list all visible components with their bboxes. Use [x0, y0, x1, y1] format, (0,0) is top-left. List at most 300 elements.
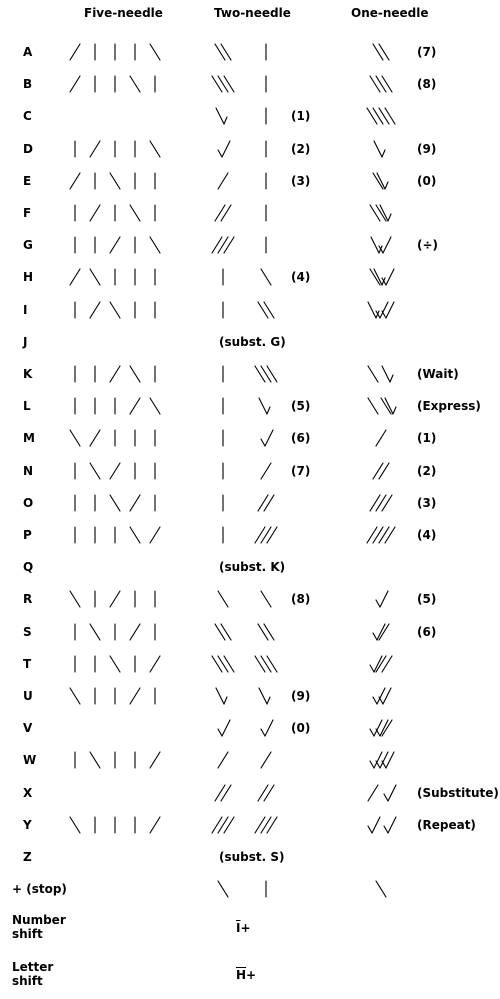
row-21-two-left-0	[216, 688, 224, 704]
row-23-two	[200, 750, 290, 774]
row-1-five	[60, 42, 170, 66]
row-15-two	[200, 493, 290, 517]
row-11-five-needle-4	[130, 366, 140, 382]
row-1-two	[200, 42, 290, 66]
row-15-five-needle-4	[130, 495, 140, 511]
row-12-two-right-0	[259, 398, 267, 414]
row-22-two-svg	[200, 718, 290, 738]
row-2-two-left-2	[224, 76, 234, 92]
row-18-one-svg	[350, 589, 410, 609]
row-11-one-b-0	[382, 366, 390, 382]
row-9-one-mark-0	[368, 302, 376, 318]
row-11-five-svg	[60, 364, 170, 384]
row-5-five-svg	[60, 171, 170, 191]
row-23-five-needle-5	[150, 752, 160, 768]
row-19-two	[200, 622, 290, 646]
row-9-two-right-0	[258, 302, 268, 318]
row-3-one-mark-2	[379, 108, 389, 124]
row-16-two	[200, 525, 290, 549]
header-one-needle: One-needle	[351, 6, 429, 20]
row-11-five-needle-3	[110, 366, 120, 382]
row-11-one-note: (Wait)	[417, 367, 459, 381]
row-12-one-note: (Express)	[417, 399, 481, 414]
row-11-five	[60, 364, 170, 388]
row-19-one-note: (6)	[417, 624, 437, 639]
row-14-one-svg	[350, 461, 410, 481]
row-5-five-needle-1	[70, 173, 80, 189]
row-21-two-svg	[200, 686, 290, 706]
row-23-one-mark-0	[370, 761, 374, 768]
row-6-two-left-0	[215, 205, 225, 221]
row-15-five-svg	[60, 493, 170, 513]
row-24-one-a-0	[368, 785, 378, 801]
row-2-one-mark-0	[370, 76, 380, 92]
row-7-two-left-2	[224, 237, 234, 253]
row-16-five-needle-4	[130, 527, 140, 543]
row-24-two-right-0	[258, 785, 268, 801]
row-3-one-mark-3	[385, 108, 395, 124]
row-18-five	[60, 589, 170, 613]
row-6-five	[60, 203, 170, 227]
row-23-five-svg	[60, 750, 170, 770]
row-22-two-left-0	[218, 729, 222, 736]
row-19-five-svg	[60, 622, 170, 642]
row-18-five-needle-3	[110, 591, 120, 607]
row-19-five-needle-4	[130, 624, 140, 640]
row-20-two-svg	[200, 654, 290, 674]
row-5-one-note: (0)	[417, 173, 437, 188]
row-21-one-mark-1	[379, 697, 383, 704]
row-20-one	[350, 654, 410, 678]
row-18-two	[200, 589, 290, 613]
row-12-one-svg	[350, 396, 410, 416]
row-14-one-mark-1	[379, 463, 389, 479]
letter-shift-code-over: $\overline{H}$	[236, 968, 247, 982]
row-12-one-b-1-tick	[393, 407, 396, 414]
row-4-one	[350, 139, 410, 163]
row-8-two-svg	[200, 267, 290, 287]
row-15-one-mark-1	[376, 495, 386, 511]
row-12-label: L	[23, 399, 31, 414]
row-19-two-right-1	[264, 624, 274, 640]
row-3-one	[350, 106, 410, 130]
row-4-two-note: (2)	[291, 141, 311, 156]
row-7-two	[200, 235, 290, 259]
row-9-two	[200, 300, 290, 324]
letter-shift-label-line1: Letter	[12, 960, 54, 974]
row-20-one-mark-0	[370, 665, 374, 672]
row-14-two-svg	[200, 461, 290, 481]
row-20-two	[200, 654, 290, 678]
row-25-one-note: (Repeat)	[417, 817, 476, 832]
row-25-five-needle-5	[150, 817, 160, 833]
row-3-one-mark-1	[373, 108, 383, 124]
row-10-subst: (subst. G)	[219, 334, 286, 349]
row-21-two-left-0-tick	[224, 697, 227, 704]
row-25-two-left-2	[224, 817, 234, 833]
row-13-five-needle-1	[70, 430, 80, 446]
number-shift-code-over: $\overline{I}$	[236, 921, 241, 935]
row-21-five-needle-4	[130, 688, 140, 704]
row-17-label: Q	[23, 560, 34, 575]
row-9-five-svg	[60, 300, 170, 320]
row-1-five-svg	[60, 42, 170, 62]
row-25-one	[350, 815, 410, 839]
row-9-two-right-1	[264, 302, 274, 318]
row-21-label: U	[23, 689, 33, 703]
row-27-label: + (stop)	[12, 882, 67, 897]
row-24-two-right-1	[264, 785, 274, 801]
row-15-one-note: (3)	[417, 495, 437, 510]
row-2-five	[60, 74, 170, 98]
row-14-one	[350, 461, 410, 485]
row-7-two-svg	[200, 235, 290, 255]
row-13-one-mark-0	[376, 430, 386, 446]
row-22-one-mark-0	[370, 729, 374, 736]
row-5-two-svg	[200, 171, 290, 191]
row-12-five-needle-5	[150, 398, 160, 414]
row-9-one-svg	[350, 300, 410, 320]
row-1-two-svg	[200, 42, 290, 62]
letter-shift-label	[12, 960, 53, 988]
row-1-one-svg	[350, 42, 410, 62]
row-5-two-note: (3)	[291, 173, 311, 188]
row-25-label: Y	[23, 817, 32, 832]
row-2-five-needle-1	[70, 76, 80, 92]
row-18-one-note: (5)	[417, 592, 437, 607]
row-5-two-left-0	[218, 173, 228, 189]
row-18-two-right-0	[261, 591, 271, 607]
row-19-label: S	[23, 624, 32, 639]
row-18-two-note: (8)	[291, 592, 311, 607]
row-8-one-mark-2-tick	[386, 269, 394, 285]
row-8-five-svg	[60, 267, 170, 287]
row-24-one-b-0-tick	[388, 785, 396, 801]
row-20-label: T	[23, 656, 32, 671]
row-13-label: M	[23, 431, 35, 446]
row-4-five	[60, 139, 170, 163]
row-12-two-right-0-tick	[267, 407, 270, 414]
row-6-label: F	[23, 206, 32, 220]
row-11-one-a-0	[368, 366, 378, 382]
row-20-two-left-1	[218, 656, 228, 672]
row-14-two-right-0	[261, 463, 271, 479]
row-16-one-mark-3	[385, 527, 395, 543]
row-21-five-svg	[60, 686, 170, 706]
row-5-label: E	[23, 173, 32, 188]
row-2-two-left-1	[218, 76, 228, 92]
row-1-two-left-0	[215, 44, 225, 60]
row-25-one-b-0-tick	[388, 817, 396, 833]
row-11-label: K	[23, 367, 33, 381]
row-24-one	[350, 783, 410, 807]
row-13-two-note: (6)	[291, 431, 311, 446]
row-24-two	[200, 783, 290, 807]
row-20-two-right-0	[255, 656, 265, 672]
row-6-one-mark-0	[370, 205, 380, 221]
row-12-two	[200, 396, 290, 420]
row-15-two-svg	[200, 493, 290, 513]
row-7-two-left-0	[212, 237, 222, 253]
row-19-two-right-0	[258, 624, 268, 640]
row-16-two-right-1	[261, 527, 271, 543]
row-5-two	[200, 171, 290, 195]
row-7-five	[60, 235, 170, 259]
row-7-one-note: (÷)	[417, 238, 439, 253]
row-13-two-svg	[200, 428, 290, 448]
row-18-one-mark-0	[376, 600, 380, 607]
row-1-label: A	[23, 45, 33, 59]
row-19-one-svg	[350, 622, 410, 642]
row-27-two-svg	[200, 879, 290, 899]
row-25-two-left-1	[218, 817, 228, 833]
row-22-label: V	[23, 721, 33, 736]
row-22-one-svg	[350, 718, 410, 738]
row-20-five-needle-5	[150, 656, 160, 672]
row-8-label: H	[23, 270, 34, 285]
row-15-five	[60, 493, 170, 517]
row-14-five	[60, 461, 170, 485]
row-2-one	[350, 74, 410, 98]
row-4-two-left-0-tick	[222, 141, 230, 157]
row-4-five-needle-5	[150, 141, 160, 157]
row-10-label: J	[23, 334, 28, 349]
row-19-five	[60, 622, 170, 646]
row-16-two-svg	[200, 525, 290, 545]
row-19-one	[350, 622, 410, 646]
row-22-two-right-0-tick	[265, 720, 273, 736]
row-18-one-mark-0-tick	[380, 591, 388, 607]
row-9-one	[350, 300, 410, 324]
row-8-two-note: (4)	[291, 270, 311, 285]
row-1-two-left-1	[221, 44, 231, 60]
row-27-two	[200, 879, 290, 903]
row-21-two-right-0-tick	[267, 697, 270, 704]
row-18-one	[350, 589, 410, 613]
row-19-two-left-1	[221, 624, 231, 640]
number-shift-label-line1: Number	[12, 913, 66, 927]
row-18-label: R	[23, 592, 33, 607]
row-27-one-svg	[350, 879, 410, 899]
row-16-two-right-2	[267, 527, 277, 543]
row-11-two-svg	[200, 364, 290, 384]
row-12-one-a-0	[368, 398, 378, 414]
row-12-two-svg	[200, 396, 290, 416]
row-25-two	[200, 815, 290, 839]
row-2-two	[200, 74, 290, 98]
row-23-two-right-0	[261, 752, 271, 768]
row-8-one	[350, 267, 410, 291]
row-21-two-right-0	[259, 688, 267, 704]
number-shift-code	[236, 921, 251, 935]
row-25-two-right-0	[255, 817, 265, 833]
row-4-two-svg	[200, 139, 290, 159]
row-3-label: C	[23, 109, 32, 124]
row-2-one-note: (8)	[417, 77, 437, 92]
row-24-two-left-1	[221, 785, 231, 801]
row-20-two-right-1	[261, 656, 271, 672]
row-14-one-note: (2)	[417, 463, 437, 478]
row-9-five	[60, 300, 170, 324]
row-2-label: B	[23, 77, 33, 92]
row-20-five-needle-3	[110, 656, 120, 672]
header-two-needle: Two-needle	[214, 6, 291, 20]
row-23-one-mark-1	[376, 761, 380, 768]
row-14-five-svg	[60, 461, 170, 481]
row-11-one-svg	[350, 364, 410, 384]
row-11-two-right-2	[267, 366, 277, 382]
row-23-one	[350, 750, 410, 774]
row-15-one-mark-2	[382, 495, 392, 511]
row-16-one-mark-2	[379, 527, 389, 543]
row-22-two-left-0-tick	[222, 720, 230, 736]
row-20-one-svg	[350, 654, 410, 674]
row-11-two-right-1	[261, 366, 271, 382]
row-14-label: N	[23, 463, 34, 478]
row-5-one-mark-1-tick	[385, 182, 388, 189]
row-5-one	[350, 171, 410, 195]
row-4-one-svg	[350, 139, 410, 159]
row-2-one-svg	[350, 74, 410, 94]
row-25-five-needle-1	[70, 817, 80, 833]
row-20-two-left-0	[212, 656, 222, 672]
row-2-five-needle-4	[130, 76, 140, 92]
row-13-five-needle-2	[90, 430, 100, 446]
row-4-label: D	[23, 141, 33, 156]
row-14-one-mark-0	[373, 463, 383, 479]
row-8-five	[60, 267, 170, 291]
row-12-five-svg	[60, 396, 170, 416]
row-11-two	[200, 364, 290, 388]
row-14-two-note: (7)	[291, 463, 311, 478]
row-9-five-needle-3	[110, 302, 120, 318]
row-6-two-svg	[200, 203, 290, 223]
row-18-two-left-0	[218, 591, 228, 607]
row-5-five-needle-3	[110, 173, 120, 189]
row-16-one-note: (4)	[417, 528, 437, 542]
row-24-two-svg	[200, 783, 290, 803]
row-25-one-a-0-tick	[372, 817, 380, 833]
row-6-one	[350, 203, 410, 227]
row-15-label: O	[23, 495, 34, 510]
row-3-two-note: (1)	[291, 109, 311, 124]
row-19-two-svg	[200, 622, 290, 642]
row-23-label: W	[23, 753, 37, 768]
row-13-two	[200, 428, 290, 452]
row-3-two-left-0	[216, 108, 224, 124]
row-21-two-note: (9)	[291, 689, 311, 703]
row-13-two-right-0-tick	[265, 430, 273, 446]
row-7-two-left-1	[218, 237, 228, 253]
row-7-one	[350, 235, 410, 259]
letter-shift-code	[236, 968, 256, 982]
row-2-two-svg	[200, 74, 290, 94]
row-8-two	[200, 267, 290, 291]
row-13-five	[60, 428, 170, 452]
row-16-one-svg	[350, 525, 410, 545]
row-7-five-needle-3	[110, 237, 120, 253]
row-4-one-mark-0	[374, 141, 382, 157]
row-9-five-needle-2	[90, 302, 100, 318]
row-4-one-note: (9)	[417, 141, 437, 156]
row-27-one-mark-0	[376, 881, 386, 897]
row-24-one-svg	[350, 783, 410, 803]
row-1-five-needle-5	[150, 44, 160, 60]
row-16-five-needle-5	[150, 527, 160, 543]
row-8-five-needle-2	[90, 269, 100, 285]
row-7-label: G	[23, 238, 33, 253]
number-shift-label-line2: shift	[12, 927, 43, 941]
row-2-one-mark-1	[376, 76, 386, 92]
row-25-one-b-0	[384, 826, 388, 833]
row-1-one-note: (7)	[417, 45, 437, 59]
row-2-two-left-0	[212, 76, 222, 92]
row-6-two-left-1	[221, 205, 231, 221]
row-14-two	[200, 461, 290, 485]
row-12-five-needle-4	[130, 398, 140, 414]
row-3-two-svg	[200, 106, 290, 126]
row-22-one	[350, 718, 410, 742]
row-15-one-svg	[350, 493, 410, 513]
row-20-five	[60, 654, 170, 678]
row-4-five-needle-2	[90, 141, 100, 157]
row-3-one-svg	[350, 106, 410, 126]
row-11-two-right-0	[255, 366, 265, 382]
row-21-one	[350, 686, 410, 710]
row-13-one	[350, 428, 410, 452]
row-14-five-needle-2	[90, 463, 100, 479]
row-19-five-needle-2	[90, 624, 100, 640]
row-16-one-mark-1	[373, 527, 383, 543]
row-21-one-svg	[350, 686, 410, 706]
row-23-five	[60, 750, 170, 774]
row-23-one-mark-2	[382, 761, 386, 768]
row-9-two-svg	[200, 300, 290, 320]
row-25-five-svg	[60, 815, 170, 835]
row-15-one	[350, 493, 410, 517]
row-16-five-svg	[60, 525, 170, 545]
row-11-one	[350, 364, 410, 388]
row-2-five-svg	[60, 74, 170, 94]
row-20-five-svg	[60, 654, 170, 674]
row-12-five	[60, 396, 170, 420]
row-17-subst: (subst. K)	[219, 560, 286, 575]
row-24-two-left-0	[215, 785, 225, 801]
row-16-one	[350, 525, 410, 549]
row-20-two-right-2	[267, 656, 277, 672]
row-21-five	[60, 686, 170, 710]
row-7-five-needle-5	[150, 237, 160, 253]
row-5-five	[60, 171, 170, 195]
row-9-one-mark-2	[382, 311, 386, 318]
row-9-label: I	[23, 302, 28, 317]
row-18-five-svg	[60, 589, 170, 609]
row-7-one-mark-0	[371, 237, 379, 253]
letter-shift-code-rest: +	[246, 968, 257, 982]
letter-shift-label-line2: shift	[12, 974, 43, 988]
row-23-five-needle-2	[90, 752, 100, 768]
row-20-one-mark-2	[382, 656, 392, 672]
row-4-five-svg	[60, 139, 170, 159]
row-21-one-mark-0	[373, 697, 377, 704]
row-21-five-needle-1	[70, 688, 80, 704]
row-25-two-svg	[200, 815, 290, 835]
row-19-one-mark-0	[373, 633, 377, 640]
row-18-five-needle-1	[70, 591, 80, 607]
row-18-two-svg	[200, 589, 290, 609]
row-25-two-right-1	[261, 817, 271, 833]
row-22-two-note: (0)	[291, 721, 311, 736]
